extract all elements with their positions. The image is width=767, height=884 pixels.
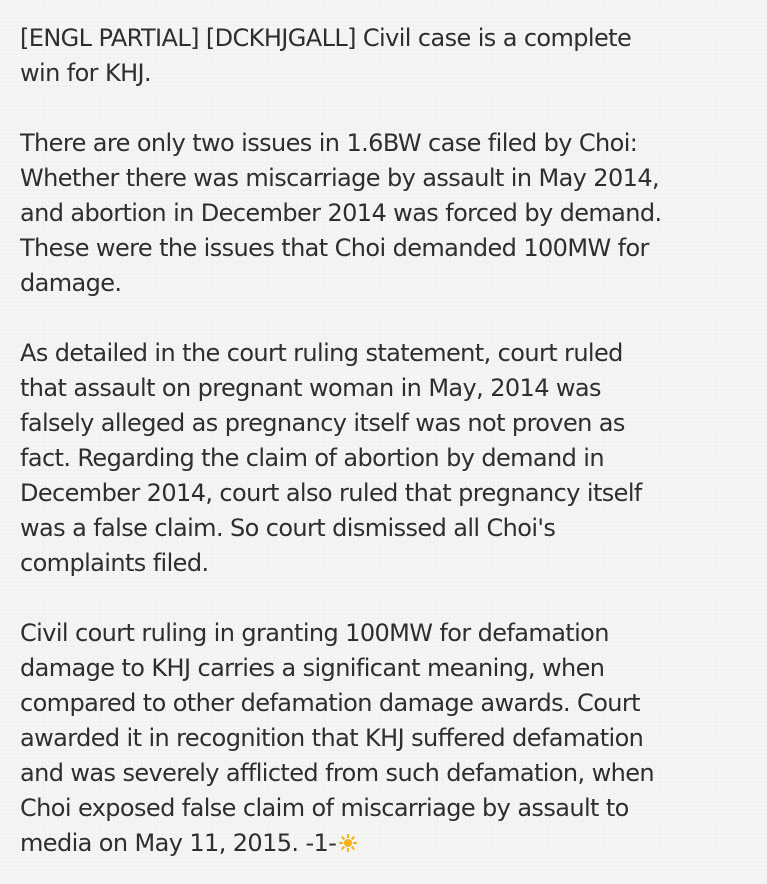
text-line: and abortion in December 2014 was forced by demand. (20, 199, 662, 227)
paragraph-2 (20, 126, 755, 301)
text-line: fact. Regarding the claim of abortion by demand in (20, 444, 604, 472)
text-line: complaints filed. (20, 549, 209, 577)
text-line: win for KHJ. (20, 59, 152, 87)
paragraph-3 (20, 336, 755, 581)
text-line: falsely alleged as pregnancy itself was not proven as (20, 409, 625, 437)
text-line: was a false claim. So court dismissed all Choi's (20, 514, 556, 542)
text-line: Choi exposed false claim of miscarriage by assault to (20, 794, 629, 822)
text-line: that assault on pregnant woman in May, 2014 was (20, 374, 601, 402)
text-line: December 2014, court also ruled that pregnancy itself (20, 479, 642, 507)
text-line: damage to KHJ carries a significant meaning, when (20, 654, 605, 682)
text-line: Civil court ruling in granting 100MW for defamation (20, 619, 609, 647)
last-line (20, 826, 755, 861)
text-line: These were the issues that Choi demanded 100MW for (20, 234, 649, 262)
note-body (20, 21, 755, 861)
text-line: [ENGL PARTIAL] [DCKHJGALL] Civil case is a complete (20, 24, 632, 52)
text-line: Whether there was miscarriage by assault in May 2014, (20, 164, 660, 192)
text-line: compared to other defamation damage awards. Court (20, 689, 640, 717)
paragraph-1 (20, 21, 755, 91)
text-line: damage. (20, 269, 122, 297)
text-line: and was severely afflicted from such defamation, when (20, 759, 654, 787)
text-line: There are only two issues in 1.6BW case filed by Choi: (20, 129, 638, 157)
sun-icon (339, 834, 357, 852)
paragraph-4 (20, 616, 755, 861)
text-line: awarded it in recognition that KHJ suffered defamation (20, 724, 644, 752)
text-line: As detailed in the court ruling statement, court ruled (20, 339, 623, 367)
text-line: media on May 11, 2015. -1- (20, 829, 337, 857)
